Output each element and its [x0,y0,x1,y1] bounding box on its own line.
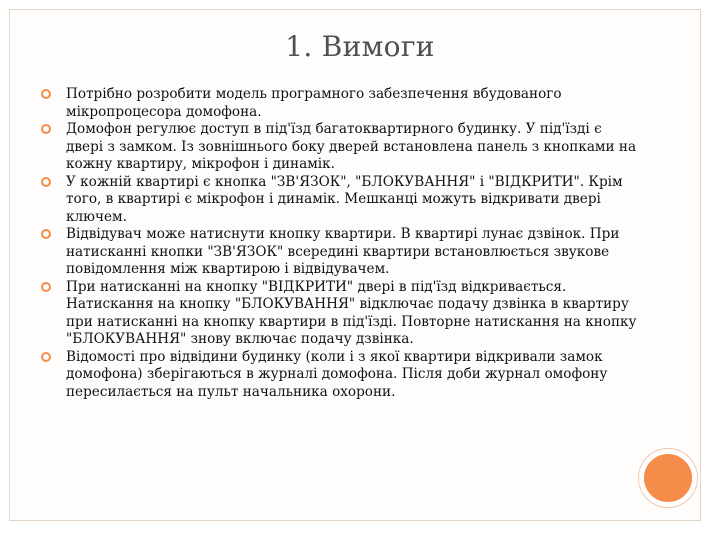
orange-ring-bullet-icon [40,351,52,363]
slide-title: 1. Вимоги [285,30,435,63]
list-item-text: Відвідувач може натиснути кнопку квартири. В квартирі лунає дзвінок. При натисканні кнопки "ЗВ'ЯЗОК" всередині квартири встановлюється звукове повідомлення між квартирою і відвідувачем. [66,226,620,277]
orange-ring-bullet-icon [40,228,52,240]
list-item [40,86,640,121]
list-item [40,349,640,402]
list-item [40,121,640,174]
bullet-list [40,86,640,401]
list-item-text: При натисканні на кнопку "ВІДКРИТИ" двері в під'їзд відкривається. Натискання на кнопку "БЛОКУВАННЯ" відключає подачу дзвінка в квартиру при натисканні на кнопку квартири в під'їзді. Повторне натискання на кнопку "БЛОКУВАННЯ" знову включає подачу дзвінка. [66,278,637,347]
list-item [40,226,640,279]
list-item-text: Домофон регулює доступ в під'їзд багатоквартирного будинку. У під'їзді є двері з замком. Із зовнішнього боку дверей встановлена панель з кнопками на кожну квартиру, мікрофон і динамік. [66,121,637,172]
list-item-text: Відомості про відвідини будинку (коли і з якої квартири відкривали замок домофона) зберігаються в журналі домофона. Після доби журнал омофону пересилається на пульт начальника охорони. [66,348,608,400]
orange-ring-bullet-icon [40,281,52,293]
list-item-text: Потрібно розробити модель програмного забезпечення вбудованого мікропроцесора домофона. [66,86,562,120]
decorative-orange-circle [639,449,697,507]
list-item [40,174,640,227]
orange-ring-bullet-icon [40,88,52,100]
orange-ring-bullet-icon [40,123,52,135]
list-item [40,279,640,349]
list-item-text: У кожній квартирі є кнопка "ЗВ'ЯЗОК", "БЛОКУВАННЯ" і "ВІДКРИТИ". Крім того, в квартирі є мікрофон і динамік. Мешканці можуть відкривати двері ключем. [66,173,623,225]
orange-ring-bullet-icon [40,176,52,188]
